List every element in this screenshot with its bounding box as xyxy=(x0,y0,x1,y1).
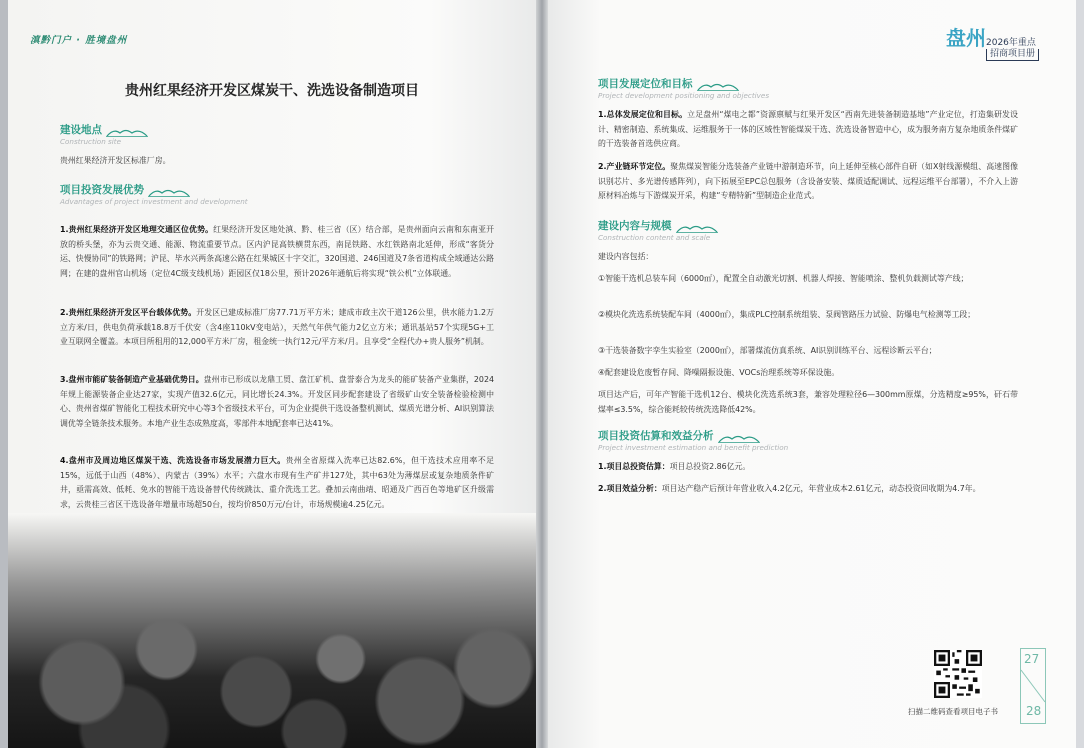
logo-year: 2026年重点 xyxy=(986,38,1036,48)
brochure-logo xyxy=(946,22,1042,66)
section-investment xyxy=(598,428,788,452)
wave-icon xyxy=(148,187,190,197)
wave-icon xyxy=(676,223,718,233)
section-site xyxy=(60,122,148,146)
page-divider xyxy=(1020,668,1046,704)
wave-icon xyxy=(718,433,760,443)
paragraph-text: 开发区已建成标准厂房77.71万平方米；建成市政主次干道126公里，供水能力1.2万立方米/日，供电负荷承载18.8万千伏安（含4座110kV变电站），天然气年供气能力2亿立方米；通讯基站57个实现5G+工业互联网全覆盖。本项目所租用的12,000平方米厂房，租金统一执行12元/平方米/月。且享受“全程代办+贵人服务”机制。 xyxy=(60,308,494,347)
wave-icon xyxy=(697,81,739,91)
wave-icon xyxy=(106,127,148,137)
paragraph-lead: 1.项目总投资估算： xyxy=(598,462,670,471)
paragraph xyxy=(598,482,1018,497)
paragraph-text: 聚焦煤炭智能分选装备产业链中游制造环节，向上延伸至核心部件自研（如X射线源模组、高速图像识别芯片、多光谱传感阵列），向下拓展至EPC总包服务（含设备安装、煤质适配调试、远程运维平台部署），不介入上游原材料冶炼与下游煤炭开采，构建“专精特新”型制造企业范式。 xyxy=(598,162,1018,201)
capacity-text: 项目达产后，可年产智能干选机12台、模块化洗选系统3套，兼容处理粒径6—300mm原煤，分选精度≥95%，矸石带煤率≤3.5%，综合能耗较传统洗选降低42%。 xyxy=(598,390,1018,414)
book-gutter xyxy=(536,0,548,748)
paragraph-text: 贵州全省原煤入洗率已达82.6%，但干选技术应用率不足15%，远低于山西（48%）、内蒙古（39%）水平；六盘水市现有生产矿井127处，其中63处为薄煤层或复杂地质条件矿井，亟需高效、低耗、免水的智能干选设备替代传统跳汰、重介洗选工艺。叠加云南曲靖、昭通及广西百色等地矿区升级需求，云贵桂三省区干选设备年增量市场超50台，按均价850万元/台计，市场规模逾4.25亿元。 xyxy=(60,456,494,509)
paragraph-lead: 2.贵州红果经济开发区平台载体优势。 xyxy=(60,308,197,317)
site-text: 贵州红果经济开发区标准厂房。 xyxy=(60,156,171,165)
construction-item: ③干选装备数字孪生实验室（2000㎡），部署煤流仿真系统、AI识别训练平台、远程诊断云平台； xyxy=(598,346,937,355)
paragraph-lead: 3.盘州市能矿装备制造产业基础优势日。 xyxy=(60,375,204,384)
paragraph xyxy=(60,223,494,281)
paragraph-text: 项目总投资2.86亿元。 xyxy=(669,462,751,471)
paragraph-text: 红果经济开发区地处滇、黔、桂三省（区）结合部，是贵州面向云南和东南亚开放的桥头堡，亦为云贵交通、能源、物流重要节点。区内沪昆高铁横贯东西，南昆铁路、水红铁路南北延伸，形成“客货分运、快慢协同”的铁路网；沪昆、毕水兴两条高速公路在红果城区十字交汇，320国道、246国道及7条省道构成全域通达公路网；在建的盘州官山机场（定位4C级支线机场）距园区仅18公里，预计2026年通航后将实现“铁公机”立体联通。 xyxy=(60,225,494,278)
page-title: 贵州红果经济开发区煤炭干、洗选设备制造项目 xyxy=(125,83,419,99)
section-subtitle: Advantages of project investment and development xyxy=(60,197,248,206)
section-title: 项目发展定位和目标 xyxy=(598,78,693,90)
paragraph xyxy=(60,454,494,512)
section-subtitle: Project development positioning and objectives xyxy=(598,91,770,100)
section-title: 建设地点 xyxy=(60,124,102,136)
coal-photo xyxy=(8,513,536,748)
paragraph-lead: 4.盘州市及周边地区煤炭干选、洗选设备市场发展潜力巨大。 xyxy=(60,456,286,465)
section-title: 建设内容与规模 xyxy=(598,220,672,232)
section-subtitle: Construction site xyxy=(60,137,122,146)
qr-caption: 扫描二维码查看项目电子书 xyxy=(908,707,998,716)
paragraph-lead: 2.项目效益分析： xyxy=(598,484,662,493)
page-number-right: 28 xyxy=(1026,704,1042,718)
section-subtitle: Project investment estimation and benefit prediction xyxy=(598,443,789,452)
logo-mark: 盘州 xyxy=(946,26,986,50)
paragraph xyxy=(60,306,494,350)
section-positioning xyxy=(598,76,769,100)
paragraph-lead: 1.总体发展定位和目标。 xyxy=(598,110,688,119)
left-page xyxy=(8,0,536,748)
paragraph-lead: 1.贵州红果经济开发区地理交通区位优势。 xyxy=(60,225,214,234)
paragraph-text: 项目达产稳产后预计年营业收入4.2亿元，年营业成本2.61亿元，动态投资回收期为4.7年。 xyxy=(661,484,981,493)
qr-code-icon[interactable] xyxy=(934,650,982,698)
paragraph-lead: 2.产业链环节定位。 xyxy=(598,162,671,171)
paragraph xyxy=(598,160,1018,204)
construction-intro: 建设内容包括： xyxy=(598,252,654,261)
logo-tag: 招商项目册 xyxy=(986,49,1039,61)
right-page xyxy=(548,0,1076,748)
construction-item: ②模块化洗选系统装配车间（4000㎡），集成PLC控制系统组装、泵阀管路压力试验、防爆电气检测等工段； xyxy=(598,310,976,319)
paragraph xyxy=(598,460,1018,475)
section-title: 项目投资发展优势 xyxy=(60,184,144,196)
construction-item: ①智能干选机总装车间（6000㎡），配置全自动激光切割、机器人焊接、智能喷涂、整机负载测试等产线； xyxy=(598,274,969,283)
section-title: 项目投资估算和效益分析 xyxy=(598,430,714,442)
paragraph xyxy=(60,373,494,431)
paragraph xyxy=(598,108,1018,152)
construction-item: ④配套建设危废暂存间、降噪隔振设施、VOCs治理系统等环保设施。 xyxy=(598,368,840,377)
section-subtitle: Construction content and scale xyxy=(598,233,711,242)
paragraph-text: 立足盘州“煤电之都”资源禀赋与红果开发区“西南先进装备制造基地”产业定位，打造集研发设计、精密制造、系统集成、运维服务于一体的区域性智能煤炭干选、洗选设备智造中心，成为服务南方复杂地质条件煤矿的干选装备首选供应商。 xyxy=(598,110,1018,149)
logo-badge xyxy=(986,38,1039,61)
slogan: 滇黔门户 · 胜境盘州 xyxy=(30,35,128,46)
section-construction xyxy=(598,218,718,242)
page-number-left: 27 xyxy=(1024,652,1040,666)
paragraph-text: 盘州市已形成以龙鼎工贸、盘江矿机、盘誉泰合为龙头的能矿装备产业集群，2024年规上能源装备企业达27家，实现产值32.6亿元，同比增长24.3%。开发区同步配套建设了省级矿山安全装备检验检测中心、贵州省煤矿智能化工程技术研究中心等3个省级技术平台，可为企业提供干选设备整机测试、煤质光谱分析、AI识别算法调优等全链条技术服务。本地产业生态成熟度高，零部件本地配套率已达41%。 xyxy=(60,375,494,428)
section-advantages xyxy=(60,182,248,206)
